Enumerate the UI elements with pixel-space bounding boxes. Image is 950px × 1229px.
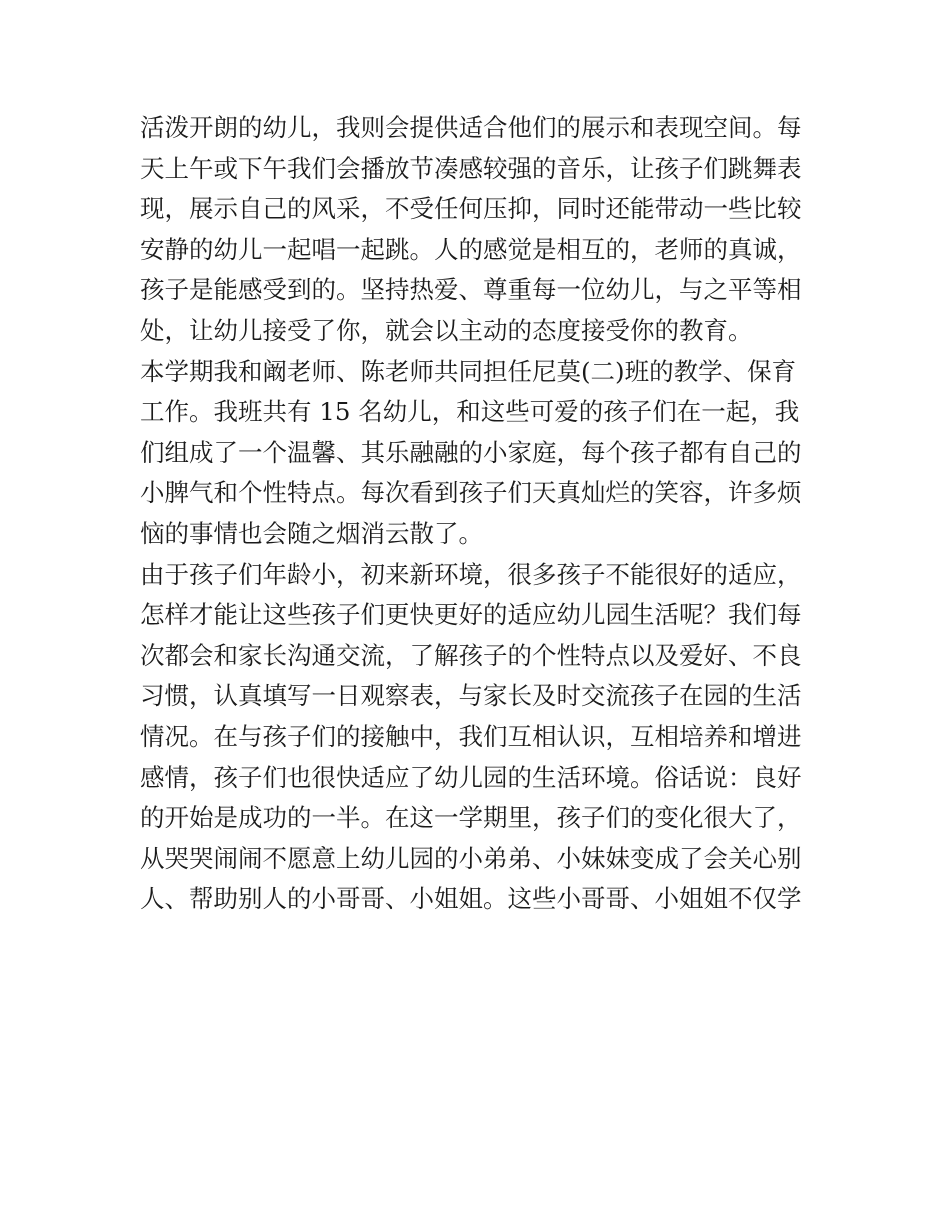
text-line: 现，展示自己的风采，不受任何压抑，同时还能带动一些比较 (140, 194, 802, 224)
body-text (140, 108, 820, 920)
text-line: 天上午或下午我们会播放节凑感较强的音乐，让孩子们跳舞表 (140, 153, 802, 183)
text-line: 安静的幼儿一起唱一起跳。人的感觉是相互的，老师的真诚， (140, 234, 802, 264)
text-line: 活泼开朗的幼儿，我则会提供适合他们的展示和表现空间。每 (140, 113, 802, 142)
text-line: 孩子是能感受到的。坚持热爱、尊重每一位幼儿，与之平等相 (140, 275, 802, 305)
text-line: 处，让幼儿接受了你，就会以主动的态度接受你的教育。 (140, 315, 753, 345)
text-line: 小脾气和个性特点。每次看到孩子们天真灿烂的笑容，许多烦 (140, 478, 802, 508)
text-line: 工作。我班共有 15 名幼儿，和这些可爱的孩子们在一起，我 (140, 397, 800, 427)
text-line: 情况。在与孩子们的接触中，我们互相认识，互相培养和增进 (140, 721, 802, 751)
text-line: 恼的事情也会随之烟消云散了。 (140, 518, 483, 548)
text-line: 本学期我和阚老师、陈老师共同担任尼莫(二)班的教学、保育 (140, 356, 797, 386)
text-line: 人、帮助别人的小哥哥、小姐姐。这些小哥哥、小姐姐不仅学 (140, 884, 802, 914)
text-line: 们组成了一个温馨、其乐融融的小家庭，每个孩子都有自己的 (140, 437, 802, 467)
text-line: 由于孩子们年龄小，初来新环境，很多孩子不能很好的适应， (140, 559, 802, 589)
text-line: 怎样才能让这些孩子们更快更好的适应幼儿园生活呢？我们每 (140, 600, 802, 630)
text-line: 感情，孩子们也很快适应了幼儿园的生活环境。俗话说：良好 (140, 762, 802, 792)
text-line: 从哭哭闹闹不愿意上幼儿园的小弟弟、小妹妹变成了会关心别 (140, 843, 802, 873)
text-line: 的开始是成功的一半。在这一学期里，孩子们的变化很大了， (140, 803, 802, 833)
text-line: 习惯，认真填写一日观察表，与家长及时交流孩子在园的生活 (140, 681, 802, 711)
text-line: 次都会和家长沟通交流，了解孩子的个性特点以及爱好、不良 (140, 640, 802, 670)
